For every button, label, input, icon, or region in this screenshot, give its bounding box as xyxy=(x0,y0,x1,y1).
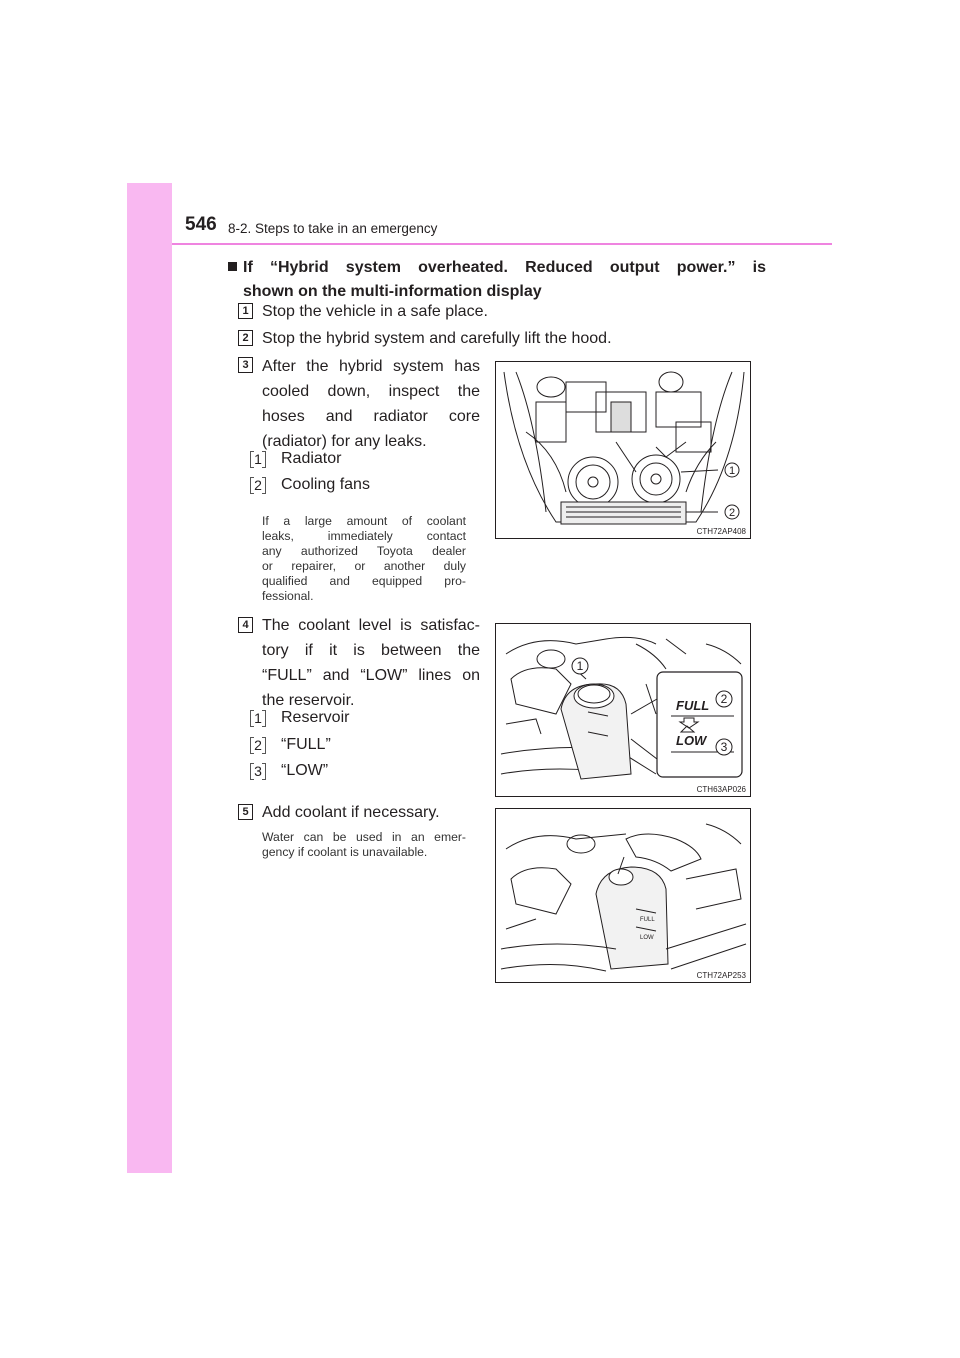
figure-marker: 1 xyxy=(576,659,584,673)
callout-label-radiator: Radiator xyxy=(281,450,342,467)
inset-low-label: LOW xyxy=(676,733,707,748)
step-4-text xyxy=(262,613,480,713)
callout-label-reservoir: Reservoir xyxy=(281,709,350,726)
adding-coolant-illustration xyxy=(496,809,750,982)
callout-number-2: 2 xyxy=(250,477,266,494)
figure-code: CTH72AP408 xyxy=(696,527,746,536)
figure-code: CTH63AP026 xyxy=(696,785,746,794)
step-number-4: 4 xyxy=(238,617,253,633)
figure-marker: 2 xyxy=(720,692,728,706)
heading-word: output xyxy=(609,259,660,276)
step-3-text xyxy=(262,354,480,454)
figure-marker: 1 xyxy=(728,465,736,477)
condition-heading xyxy=(228,256,766,304)
step-3-line: After the hybrid system has xyxy=(262,358,480,375)
side-color-strip xyxy=(127,183,172,1173)
engine-bay-illustration xyxy=(496,362,750,538)
step-1-text: Stop the vehicle in a safe place. xyxy=(262,303,488,320)
step-5-text: Add coolant if necessary. xyxy=(262,804,440,821)
figure-adding-coolant xyxy=(495,808,751,983)
figure-engine-bay xyxy=(495,361,751,539)
note-line: fessional. xyxy=(262,589,314,603)
page-number: 546 xyxy=(185,214,217,235)
note-line: or repairer, or another duly xyxy=(262,559,466,573)
note-line: Water can be used in an emer- xyxy=(262,830,466,844)
figure-marker: 3 xyxy=(720,740,728,754)
note-line: qualified and equipped pro- xyxy=(262,574,466,588)
figure-marker: 2 xyxy=(728,507,736,519)
figure-code: CTH72AP253 xyxy=(696,971,746,980)
step-4-line: tory if it is between the xyxy=(262,642,480,659)
figure-coolant-reservoir xyxy=(495,623,751,797)
section-title: 8-2. Steps to take in an emergency xyxy=(228,221,438,236)
header-rule xyxy=(172,243,832,245)
note-line: gency if coolant is unavailable. xyxy=(262,845,428,859)
reservoir-low-mark: LOW xyxy=(640,935,654,941)
step-number-5: 5 xyxy=(238,804,253,820)
callout-number-1: 1 xyxy=(250,451,266,468)
callout-number-1: 1 xyxy=(250,710,266,727)
callout-label-cooling-fans: Cooling fans xyxy=(281,476,370,493)
heading-word: Reduced xyxy=(525,259,593,276)
step-number-1: 1 xyxy=(238,303,253,319)
step-4-line: “FULL” and “LOW” lines on xyxy=(262,667,480,684)
heading-word: is xyxy=(752,259,766,276)
inset-full-label: FULL xyxy=(676,698,710,713)
heading-word: power.” xyxy=(676,259,736,276)
step-2-text: Stop the hybrid system and carefully lift the hood. xyxy=(262,330,612,347)
note-line: leaks, immediately contact xyxy=(262,529,466,543)
callout-label-low: “LOW” xyxy=(281,762,329,779)
heading-word: overheated. xyxy=(418,259,508,276)
reservoir-full-mark: FULL xyxy=(640,917,655,923)
heading-line-1 xyxy=(228,256,766,280)
note-line: If a large amount of coolant xyxy=(262,514,466,528)
callout-number-3: 3 xyxy=(250,763,266,780)
step-3-note xyxy=(262,514,466,604)
step-4-line: The coolant level is satisfac- xyxy=(262,617,480,634)
heading-word: system xyxy=(345,259,401,276)
callout-label-full: “FULL” xyxy=(281,736,331,753)
step-number-3: 3 xyxy=(238,357,253,373)
step-number-2: 2 xyxy=(238,330,253,346)
heading-word: “Hybrid xyxy=(269,259,329,276)
heading-word: If xyxy=(228,256,253,280)
step-3-line: hoses and radiator core xyxy=(262,408,480,425)
heading-line-2: shown on the multi-information display xyxy=(243,283,542,300)
reservoir-illustration xyxy=(496,624,750,796)
step-5-note xyxy=(262,830,466,860)
callout-number-2: 2 xyxy=(250,737,266,754)
step-4-line: the reservoir. xyxy=(262,692,355,709)
step-3-line: (radiator) for any leaks. xyxy=(262,433,427,450)
note-line: any authorized Toyota dealer xyxy=(262,544,466,558)
square-bullet-icon xyxy=(228,262,237,271)
step-3-line: cooled down, inspect the xyxy=(262,383,480,400)
